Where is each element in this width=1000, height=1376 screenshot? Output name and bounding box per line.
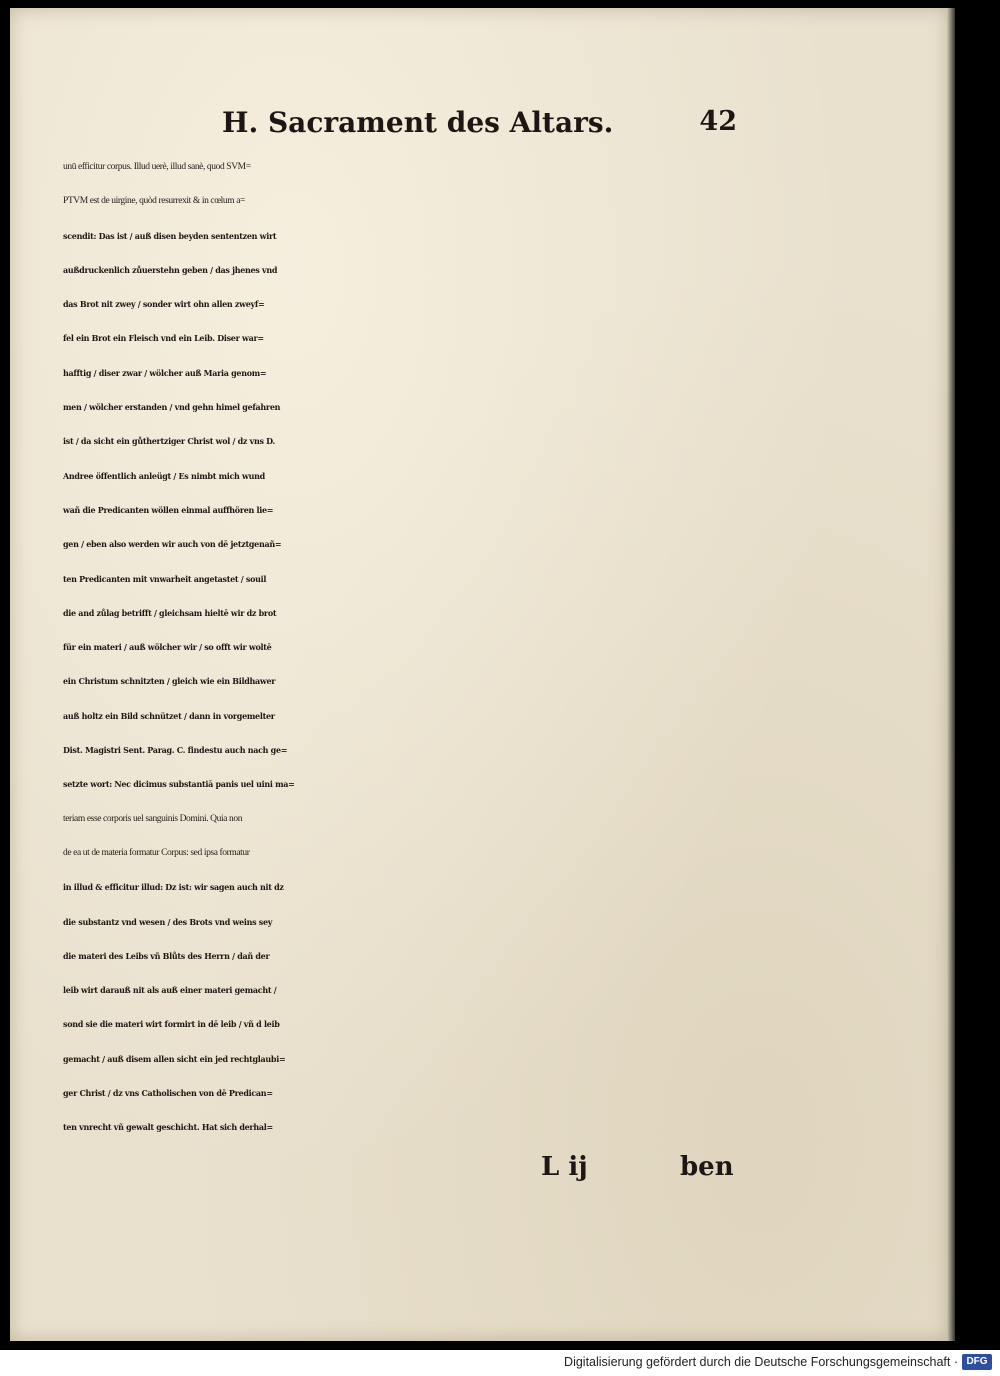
text-line: außdruckenlich zůuerstehn geben / das jhenes vnd [63, 264, 278, 275]
text-line: Dist. Magistri Sent. Parag. C. findestu auch nach ge= [63, 745, 288, 756]
book-page [10, 8, 948, 1341]
page-footer [63, 1152, 743, 1186]
text-line: wañ die Predicanten wöllen einmal auffhören lie= [63, 504, 274, 515]
catchword: ben [680, 1152, 734, 1182]
credit-bar [0, 1350, 1000, 1376]
text-line: PTVM est de uirgine, quòd resurrexit & in cœlum a= [63, 196, 246, 207]
text-line: leib wirt darauß nit als auß einer materi gemacht / [63, 985, 277, 996]
dfg-logo-icon: DFG [962, 1354, 992, 1370]
text-line: Andree öffentlich anleügt / Es nimbt mich wund [63, 470, 265, 481]
text-line: men / wölcher erstanden / vnd gehn himel gefahren [63, 402, 281, 413]
text-line: die and zůlag betrifft / gleichsam hieltē wir dz brot [63, 607, 277, 618]
text-line: gemacht / auß disem allen sicht ein jed rechtglaubi= [63, 1053, 286, 1064]
text-line: scendit: Das ist / auß disen beyden sententzen wirt [63, 230, 277, 241]
page-number: 42 [699, 106, 737, 137]
text-line: sond sie die materi wirt formirt in dē leib / vñ d leib [63, 1019, 280, 1030]
text-line: fel ein Brot ein Fleisch vnd ein Leib. Diser war= [63, 333, 264, 344]
text-line: das Brot nit zwey / sonder wirt ohn allen zweyf= [63, 299, 265, 310]
body-text [63, 150, 743, 1145]
text-line: die materi des Leibs vñ Blůts des Herrn / dañ der [63, 950, 270, 961]
text-line: de ea ut de materia formatur Corpus: sed ipsa formatur [63, 847, 250, 858]
text-line: unū efficitur corpus. Illud uerè, illud sanè, quod SVM= [63, 162, 251, 172]
signature-mark: L ij [541, 1152, 588, 1182]
text-line: auß holtz ein Bild schnützet / dann in vorgemelter [63, 710, 275, 721]
text-line: hafftig / diser zwar / wölcher auß Maria genom= [63, 367, 267, 378]
text-line: in illud & efficitur illud: Dz ist: wir sagen auch nit dz [63, 882, 284, 893]
text-line: ger Christ / dz vns Catholischen von dē Predican= [63, 1088, 273, 1099]
text-line: teriam esse corporis uel sanguinis Domini. Quia non [63, 813, 243, 824]
text-line: ist / da sicht ein gůthertziger Christ wol / dz vns D. [63, 436, 276, 447]
text-line: gen / eben also werden wir auch von dē jetztgenañ= [63, 539, 282, 550]
text-line: ten Predicanten mit vnwarheit angetastet / souil [63, 573, 267, 584]
funding-credit: Digitalisierung gefördert durch die Deutsche Forschungsgemeinschaft · [564, 1355, 958, 1369]
page-header [222, 106, 737, 142]
text-line: ein Christum schnitzten / gleich wie ein Bildhawer [63, 676, 276, 687]
text-line: setzte wort: Nec dicimus substantiā panis uel uini ma= [63, 779, 295, 790]
text-line: ten vnrecht vñ gewalt geschicht. Hat sich derhal= [63, 1122, 273, 1133]
text-line: für ein materi / auß wölcher wir / so offt wir woltē [63, 642, 272, 653]
text-line: die substantz vnd wesen / des Brots vnd weins sey [63, 916, 273, 927]
running-head: H. Sacrament des Altars. [222, 106, 614, 139]
page-edge-shadow [947, 8, 955, 1341]
